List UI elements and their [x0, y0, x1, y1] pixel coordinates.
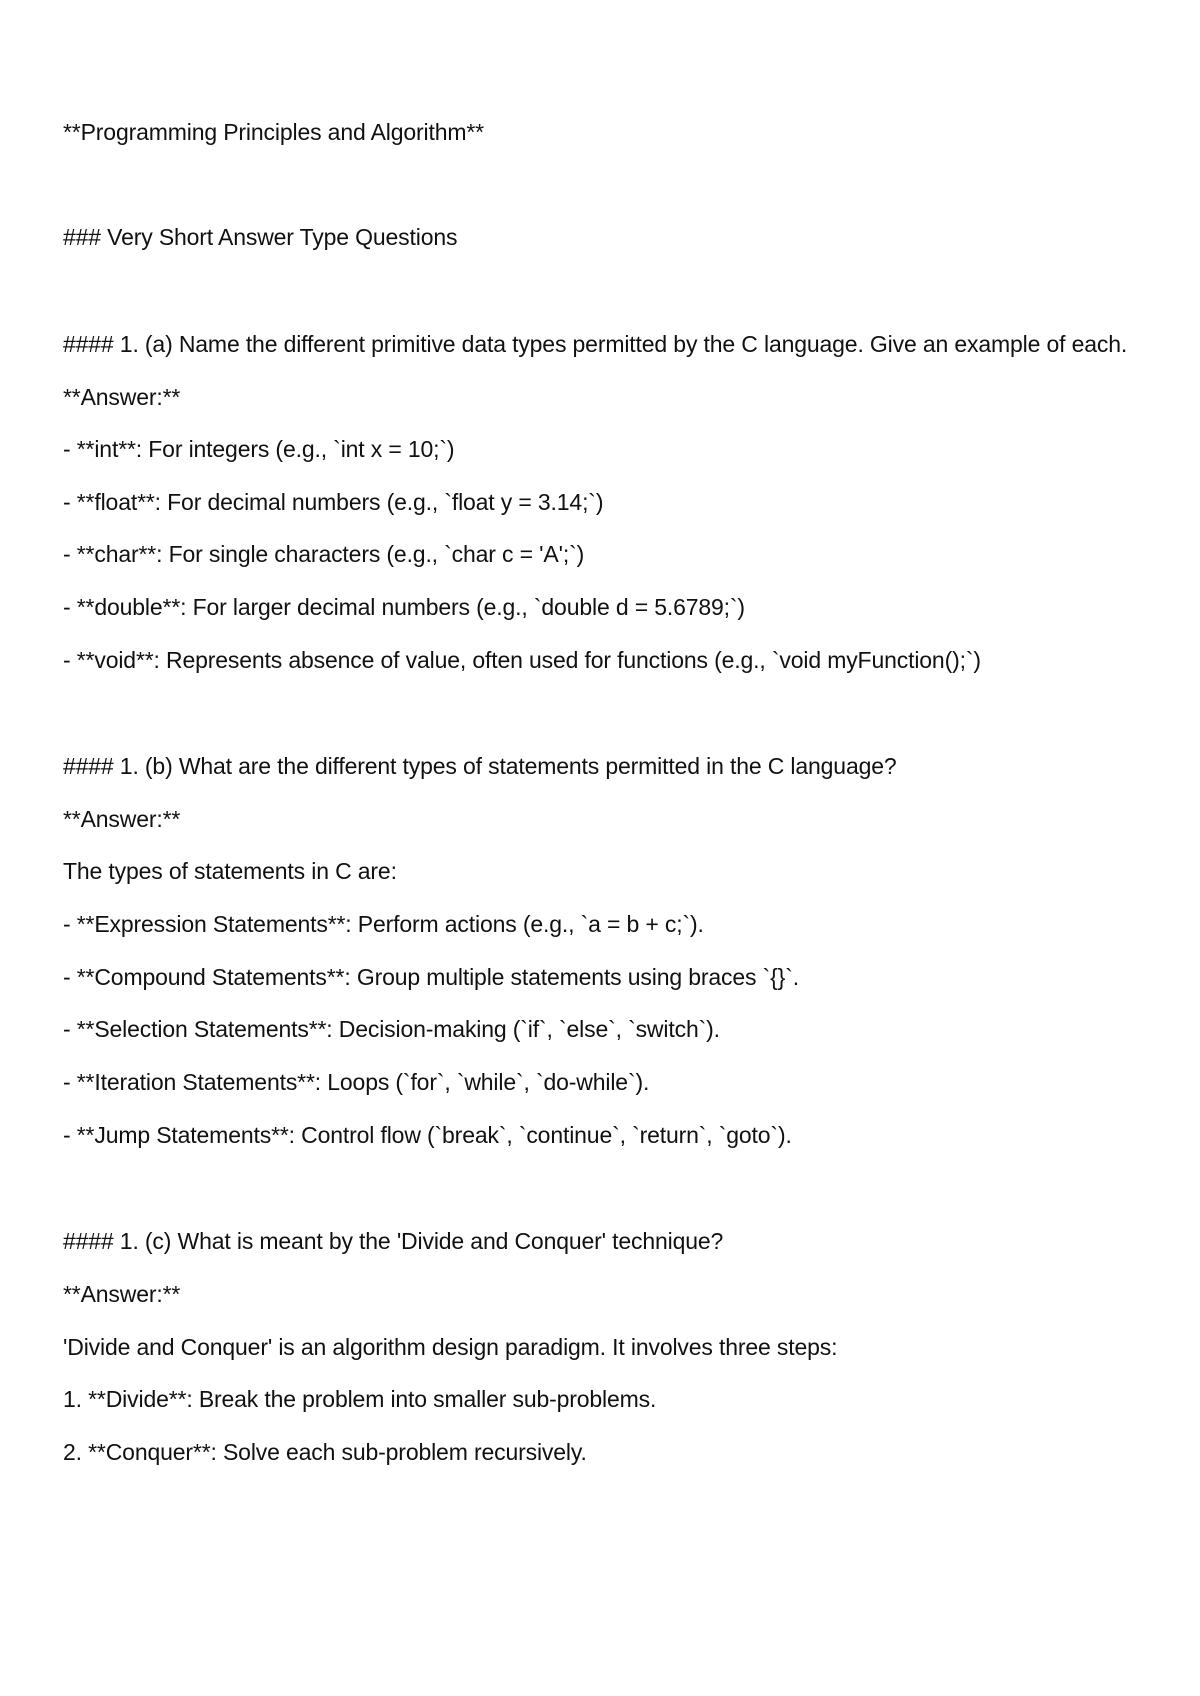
answer-intro-1c: 'Divide and Conquer' is an algorithm design paradigm. It involves three steps: — [63, 1334, 838, 1360]
list-item: - **Compound Statements**: Group multiple statements using braces `{}`. — [63, 964, 799, 990]
list-item: - **double**: For larger decimal numbers (e.g., `double d = 5.6789;`) — [63, 594, 745, 620]
list-item: - **Expression Statements**: Perform actions (e.g., `a = b + c;`). — [63, 911, 704, 937]
answer-label-1b: **Answer:** — [63, 806, 181, 832]
list-item: - **Jump Statements**: Control flow (`break`, `continue`, `return`, `goto`). — [63, 1122, 792, 1148]
list-item: - **Selection Statements**: Decision-making (`if`, `else`, `switch`). — [63, 1016, 720, 1042]
question-1b: #### 1. (b) What are the different types of statements permitted in the C language? — [63, 753, 897, 779]
document-title: **Programming Principles and Algorithm** — [63, 119, 484, 145]
list-item: 1. **Divide**: Break the problem into smaller sub-problems. — [63, 1386, 657, 1412]
list-item: 2. **Conquer**: Solve each sub-problem recursively. — [63, 1439, 587, 1465]
list-item: - **int**: For integers (e.g., `int x = 10;`) — [63, 436, 455, 462]
answer-intro-1b: The types of statements in C are: — [63, 858, 397, 884]
list-item: - **Iteration Statements**: Loops (`for`, `while`, `do-while`). — [63, 1069, 650, 1095]
list-item: - **char**: For single characters (e.g., `char c = 'A';`) — [63, 541, 585, 567]
list-item: - **float**: For decimal numbers (e.g., `float y = 3.14;`) — [63, 489, 604, 515]
answer-label-1a: **Answer:** — [63, 384, 181, 410]
question-1a: #### 1. (a) Name the different primitive data types permitted by the C language. Give an example of each. — [63, 331, 1128, 357]
answer-label-1c: **Answer:** — [63, 1281, 181, 1307]
section-heading: ### Very Short Answer Type Questions — [63, 224, 458, 250]
question-1c: #### 1. (c) What is meant by the 'Divide and Conquer' technique? — [63, 1228, 724, 1254]
list-item: - **void**: Represents absence of value, often used for functions (e.g., `void myFunction();`) — [63, 647, 981, 673]
